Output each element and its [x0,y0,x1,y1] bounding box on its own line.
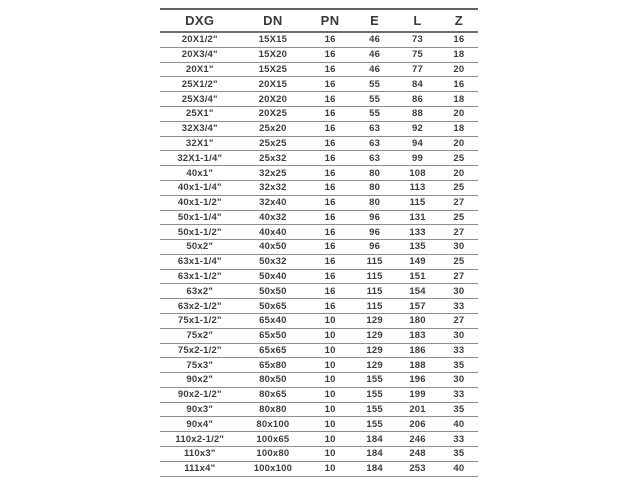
table-row [160,32,478,47]
table-cell: 15X15 [258,34,288,46]
table-cell: 20 [453,167,465,179]
table-body [160,32,478,477]
table-row [160,328,478,343]
table-cell: 115 [366,271,383,283]
table-cell: 20X25 [258,108,288,120]
table-cell: 30 [453,241,465,253]
table-cell: 80x80 [259,404,287,416]
table-cell: 33 [453,344,465,356]
table-cell: 32X1" [185,137,214,149]
table-cell: 115 [366,285,383,297]
table-cell: 80 [369,167,381,179]
table-cell: 46 [369,64,381,76]
table-row [160,62,478,77]
column-header: DN [263,13,283,28]
table-cell: 10 [324,433,336,445]
table-cell: 129 [366,315,383,327]
table-cell: 20X1/2" [181,34,218,46]
table-cell: 16 [324,271,336,283]
header-row [160,9,478,32]
table-cell: 25X1/2" [181,78,218,90]
table-cell: 16 [453,34,465,46]
table-cell: 40 [453,463,465,475]
table-cell: 35 [453,359,465,371]
table-cell: 16 [324,182,336,194]
table-row [160,447,478,462]
column-header: E [370,13,380,28]
table-cell: 16 [324,285,336,297]
table-cell: 186 [409,344,426,356]
table-cell: 115 [366,300,383,312]
table-cell: 155 [366,389,383,401]
table-cell: 25 [453,152,465,164]
table-row [160,299,478,314]
table-cell: 115 [409,197,426,209]
table-cell: 20X15 [258,78,288,90]
table-cell: 27 [453,271,465,283]
table-cell: 32x40 [259,197,287,209]
table-cell: 46 [369,49,381,61]
table-cell: 151 [409,271,426,283]
table-cell: 90x3" [186,404,214,416]
table-row [160,284,478,299]
table-cell: 155 [366,404,383,416]
table-cell: 33 [453,389,465,401]
table-cell: 110x3" [183,448,216,460]
column-header: L [413,13,422,28]
table-cell: 25x25 [259,137,287,149]
table-row [160,313,478,328]
table-cell: 16 [324,49,336,61]
table-row [160,387,478,402]
table-cell: 16 [324,241,336,253]
table-cell: 65x50 [259,330,287,342]
table-cell: 80 [369,197,381,209]
table-cell: 183 [409,330,426,342]
table-row [160,151,478,166]
table-cell: 196 [409,374,426,386]
table-cell: 133 [409,226,426,238]
table-cell: 40x32 [259,211,287,223]
table-cell: 16 [324,256,336,268]
table-row [160,92,478,107]
table-cell: 206 [409,418,426,430]
table-cell: 16 [324,152,336,164]
table-cell: 80 [369,182,381,194]
table-row [160,343,478,358]
column-header: DXG [185,13,215,28]
table-cell: 75x2" [186,330,214,342]
table-cell: 16 [324,64,336,76]
table-cell: 16 [453,78,465,90]
table-cell: 16 [324,93,336,105]
table-row [160,373,478,388]
table-cell: 15X20 [258,49,288,61]
table-cell: 16 [324,137,336,149]
table-cell: 40x1" [186,167,214,179]
table-cell: 149 [409,256,426,268]
table-cell: 75x3" [186,359,214,371]
table-cell: 30 [453,330,465,342]
table-cell: 25 [453,182,465,194]
table-cell: 32x25 [259,167,287,179]
table-cell: 154 [409,285,426,297]
table-cell: 55 [369,108,381,120]
table-cell: 100x80 [256,448,290,460]
table-cell: 135 [409,241,426,253]
table-cell: 84 [412,78,424,90]
table-cell: 86 [412,93,424,105]
table-cell: 46 [369,34,381,46]
table-row [160,240,478,255]
table-cell: 16 [324,167,336,179]
table-cell: 40x40 [259,226,287,238]
table-cell: 129 [366,344,383,356]
table-cell: 20X3/4" [181,49,218,61]
table-cell: 35 [453,404,465,416]
table-cell: 100x100 [253,463,293,475]
table-cell: 157 [409,300,426,312]
table-cell: 110x2-1/2" [175,433,225,445]
table-row [160,77,478,92]
table-cell: 27 [453,226,465,238]
table-row [160,166,478,181]
table-cell: 32x32 [259,182,287,194]
table-cell: 18 [453,93,465,105]
table-cell: 16 [324,123,336,135]
table-cell: 80x65 [259,389,287,401]
table-cell: 27 [453,315,465,327]
table-cell: 55 [369,93,381,105]
table-cell: 32X1-1/4" [177,152,223,164]
table-cell: 10 [324,448,336,460]
table-cell: 16 [324,226,336,238]
table-cell: 18 [453,123,465,135]
table-cell: 96 [369,241,381,253]
table-cell: 188 [409,359,426,371]
table-cell: 155 [366,418,383,430]
table-cell: 90x2" [186,374,214,386]
table-cell: 96 [369,226,381,238]
table-cell: 30 [453,374,465,386]
table-cell: 108 [409,167,426,179]
table-cell: 18 [453,49,465,61]
table-cell: 25 [453,211,465,223]
table-cell: 184 [366,433,383,445]
table-cell: 55 [369,78,381,90]
table-cell: 75x2-1/2" [177,344,222,356]
table-cell: 77 [412,64,424,76]
table-cell: 129 [366,359,383,371]
table-cell: 40x1-1/2" [177,197,222,209]
table-cell: 16 [324,34,336,46]
table-cell: 40x1-1/4" [177,182,222,194]
table-cell: 10 [324,418,336,430]
column-header: PN [320,13,340,28]
column-header: Z [454,13,464,28]
table-cell: 180 [409,315,426,327]
table-cell: 10 [324,330,336,342]
table-cell: 20X20 [258,93,288,105]
table-cell: 80x50 [259,374,287,386]
table-row [160,210,478,225]
table-cell: 63x1-1/4" [177,256,222,268]
table-row [160,136,478,151]
table-row [160,432,478,447]
table-cell: 99 [412,152,424,164]
table-cell: 63 [369,152,381,164]
table-cell: 63x2" [186,285,214,297]
table-cell: 248 [409,448,426,460]
table-row [160,195,478,210]
table-cell: 20 [453,64,465,76]
table-cell: 90x2-1/2" [177,389,222,401]
table-cell: 96 [369,211,381,223]
table-cell: 184 [366,448,383,460]
table-cell: 94 [412,137,424,149]
table-row [160,107,478,122]
table-cell: 90x4" [186,418,214,430]
table-cell: 253 [409,463,426,475]
table-cell: 20 [453,108,465,120]
table-cell: 115 [366,256,383,268]
table-cell: 75 [412,49,424,61]
table-cell: 50x32 [259,256,287,268]
table-cell: 20 [453,137,465,149]
table-cell: 63 [369,137,381,149]
table-cell: 10 [324,404,336,416]
table-cell: 16 [324,211,336,223]
table-cell: 63 [369,123,381,135]
table-cell: 15X25 [258,64,288,76]
table-cell: 10 [324,344,336,356]
table-row [160,358,478,373]
table-cell: 10 [324,463,336,475]
table-cell: 25x20 [259,123,287,135]
table-cell: 30 [453,285,465,297]
table-cell: 40 [453,418,465,430]
table-cell: 50x2" [186,241,214,253]
table-cell: 131 [409,211,426,223]
table-row [160,180,478,195]
table-cell: 16 [324,197,336,209]
table-cell: 20X1" [185,64,214,76]
table-row [160,461,478,476]
table-cell: 16 [324,108,336,120]
table-row [160,121,478,136]
table-cell: 199 [409,389,426,401]
table-cell: 10 [324,315,336,327]
table-cell: 27 [453,197,465,209]
table-cell: 155 [366,374,383,386]
table-cell: 100x65 [256,433,290,445]
table-cell: 10 [324,374,336,386]
table-cell: 113 [409,182,426,194]
table-cell: 25x32 [259,152,287,164]
table-cell: 40x50 [259,241,287,253]
table-cell: 63x1-1/2" [177,271,222,283]
table-cell: 25 [453,256,465,268]
table-cell: 65x40 [259,315,287,327]
table-cell: 16 [324,300,336,312]
table-row [160,402,478,417]
table-cell: 129 [366,330,383,342]
table-row [160,47,478,62]
table-cell: 50x1-1/4" [177,211,222,223]
table-cell: 50x65 [259,300,287,312]
table-cell: 33 [453,433,465,445]
table-cell: 75x1-1/2" [177,315,222,327]
table-cell: 32X3/4" [181,123,218,135]
table-cell: 10 [324,359,336,371]
table-cell: 35 [453,448,465,460]
table-cell: 73 [412,34,424,46]
table-row [160,417,478,432]
table-cell: 50x40 [259,271,287,283]
table-cell: 25X1" [185,108,214,120]
table-cell: 16 [324,78,336,90]
table-cell: 10 [324,389,336,401]
table-row [160,269,478,284]
table-cell: 80x100 [256,418,290,430]
table-cell: 201 [409,404,426,416]
table-cell: 246 [409,433,426,445]
table-cell: 65x80 [259,359,287,371]
table-cell: 50x1-1/2" [177,226,222,238]
table-row [160,254,478,269]
pipe-fitting-spec-table [160,8,478,477]
table-cell: 92 [412,123,424,135]
table-cell: 25X3/4" [181,93,218,105]
table-row [160,225,478,240]
table-cell: 65x65 [259,344,287,356]
table-cell: 111x4" [184,463,216,475]
table-cell: 33 [453,300,465,312]
table-cell: 63x2-1/2" [177,300,222,312]
table-cell: 50x50 [259,285,287,297]
table-cell: 88 [412,108,424,120]
table-cell: 184 [366,463,383,475]
